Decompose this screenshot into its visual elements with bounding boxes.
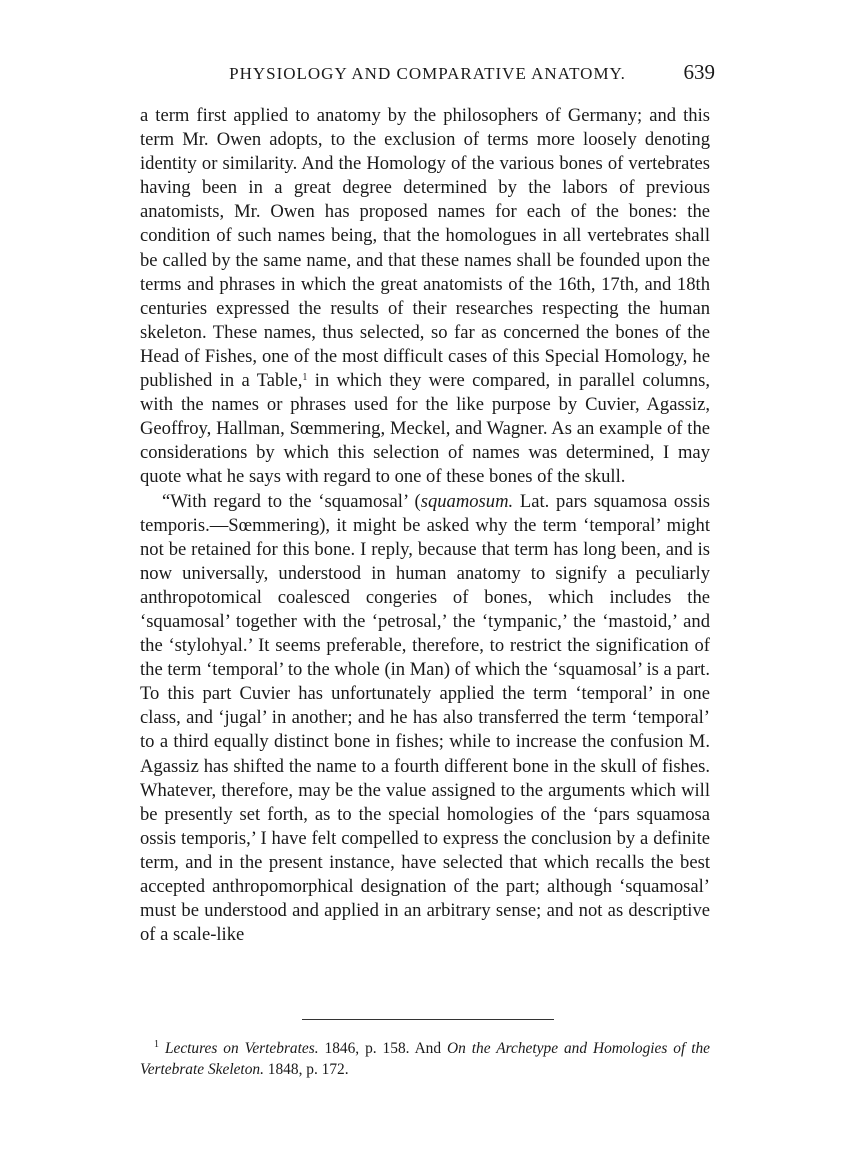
footnote-text: 1846, p. 158. And <box>318 1040 448 1057</box>
footnote-citation-title: On the Archetype and Homologies of the Vertebrate Skeleton. <box>140 1040 710 1078</box>
footnote-text: 1848, p. 172. <box>263 1061 349 1078</box>
paragraph-text: a term first applied to anatomy by the philosophers of Germany; and this term Mr. Owen adopts, to the exclusion of terms more loosely denoting identity or similarity. And the Homology of the various bones of vertebrates having been in a great degree determined by the labors of previous anatomists, Mr. Owen has proposed names for each of the bones: the condition of such names being, that the homologues in all vertebrates shall be called by the same name, and that these names shall be founded upon the terms and phrases in which the great anatomists of the 16th, 17th, and 18th centuries expressed the results of their researches respecting the human skeleton. These names, thus selected, so far as concerned the bones of the Head of Fishes, one of the most difficult cases of this Special Homology, he published in a Table, <box>140 105 710 392</box>
footnote <box>140 1038 710 1080</box>
paragraph <box>140 104 710 490</box>
footnotes <box>140 1038 710 1080</box>
paragraph-text: “With regard to the ‘squamosal’ ( <box>162 490 421 512</box>
footnote-citation-title: Lectures on Vertebrates. <box>164 1040 319 1057</box>
page-number: 639 <box>683 60 715 84</box>
footnote-reference: 1 <box>302 372 308 384</box>
paragraph-text: in which they were compared, in parallel columns, with the names or phrases used for the like purpose by Cuvier, Agassiz, Geoffroy, Hallman, Sœmmering, Meckel, and Wagner. As an example of the considerations by which this selection of names was determined, I may quote what he says with regard to one of these bones of the skull. <box>140 370 710 488</box>
paragraph <box>140 490 710 948</box>
body-text <box>140 104 710 947</box>
paragraph-text: Lat. pars squamosa ossis temporis.—Sœmmering), it might be asked why the term ‘temporal’ might not be retained for this bone. I reply, because that term has long been, and is now universally, understood in human anatomy to signify a peculiarly anthropotomical coalesced congeries of bones, which includes the ‘squamosal’ together with the ‘petrosal,’ the ‘tympanic,’ the ‘mastoid,’ and the ‘stylohyal.’ It seems preferable, therefore, to restrict the signification of the term ‘temporal’ to the whole (in Man) of which the ‘squamosal’ is a part. To this part Cuvier has unfortunately applied the term ‘temporal’ in one class, and ‘jugal’ in another; and he has also transferred the term ‘temporal’ to a third equally distinct bone in fishes; while to increase the confusion M. Agassiz has shifted the name to a fourth different bone in the skull of fishes. Whatever, therefore, may be the value assigned to the arguments which will be presently set forth, as to the special homologies of the ‘pars squamosa ossis temporis,’ I have felt compelled to express the conclusion by a definite term, and in the present instance, have selected that which recalls the best accepted anthropomorphical designation of the part; although ‘squamosal’ must be understood and applied in an arbitrary sense; and not as descriptive of a scale-like <box>140 490 710 946</box>
italic-term: squamosum. <box>420 490 514 512</box>
running-title: PHYSIOLOGY AND COMPARATIVE ANATOMY. <box>229 64 626 83</box>
running-head <box>140 60 715 90</box>
footnote-divider <box>302 1019 554 1020</box>
footnote-marker: 1 <box>154 1039 159 1050</box>
